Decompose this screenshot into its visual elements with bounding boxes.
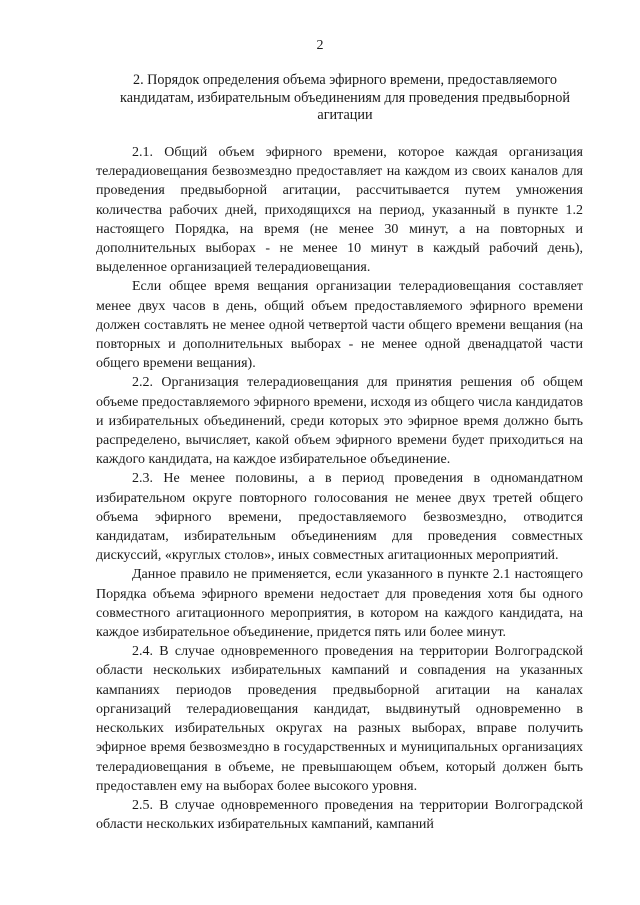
paragraph-2-1: 2.1. Общий объем эфирного времени, которое каждая организация телерадиовещания безвозмездно предоставляет на каждом из своих каналов для проведения предвыборной агитации, рассчитывается путем умножения количества рабочих дней, приходящихся на период, указанный в пункте 1.2 настоящего Порядка, на время (не менее 30 минут, а на повторных и дополнительных выборах - не менее 10 минут в каждый рабочий день), выделенное организацией телерадиовещания. (96, 145, 583, 276)
section-heading: 2. Порядок определения объема эфирного времени, предоставляемого кандидатам, избирательным объединениям для проведения предвыборной агитации (120, 72, 570, 123)
paragraph-2-1-continued: Если общее время вещания организации телерадиовещания составляет менее двух часов в день, общий объем предоставляемого эфирного времени должен составлять не менее одной четвертой части общего времени вещания (на повторных и дополнительных выборах - не менее одной двенадцатой части общего времени вещания). (96, 279, 583, 372)
paragraph-2-2: 2.2. Организация телерадиовещания для принятия решения об общем объеме предоставляемого эфирного времени, исходя из общего числа кандидатов и избирательных объединений, среди которых это эфирное время должно быть распределено, вычисляет, какой объем эфирного времени будет приходиться на каждого кандидата, на каждое избирательное объединение. (96, 375, 583, 468)
paragraph-2-4: 2.4. В случае одновременного проведения на территории Волгоградской области нескольких избирательных кампаний и совпадения на указанных кампаниях периодов проведения предвыборной агитации на каналах организаций телерадиовещания кандидат, выдвинутый одновременно в нескольких избирательных округах на разных выборах, вправе получить эфирное время безвозмездно в государственных и муниципальных организациях телерадиовещания в объеме, не превышающем объем, который должен быть предоставлен ему на выборах более высокого уровня. (96, 644, 583, 794)
page-number: 2 (316, 38, 324, 53)
paragraph-2-3-continued: Данное правило не применяется, если указанного в пункте 2.1 настоящего Порядка объема эфирного времени недостает для проведения хотя бы одного совместного агитационного мероприятия, в котором на каждого кандидата, на каждое избирательное объединение, придется пять или более минут. (96, 567, 583, 641)
document-body (96, 143, 583, 834)
paragraph-2-3: 2.3. Не менее половины, а в период проведения в одномандатном избирательном округе повторного голосования не менее двух третей общего объема эфирного времени, предоставляемого безвозмездно, отводится кандидатам, избирательным объединениям для проведения совместных дискуссий, «круглых столов», иных совместных агитационных мероприятий. (96, 471, 583, 564)
paragraph-2-5: 2.5. В случае одновременного проведения на территории Волгоградской области нескольких избирательных кампаний, кампаний (96, 797, 583, 833)
